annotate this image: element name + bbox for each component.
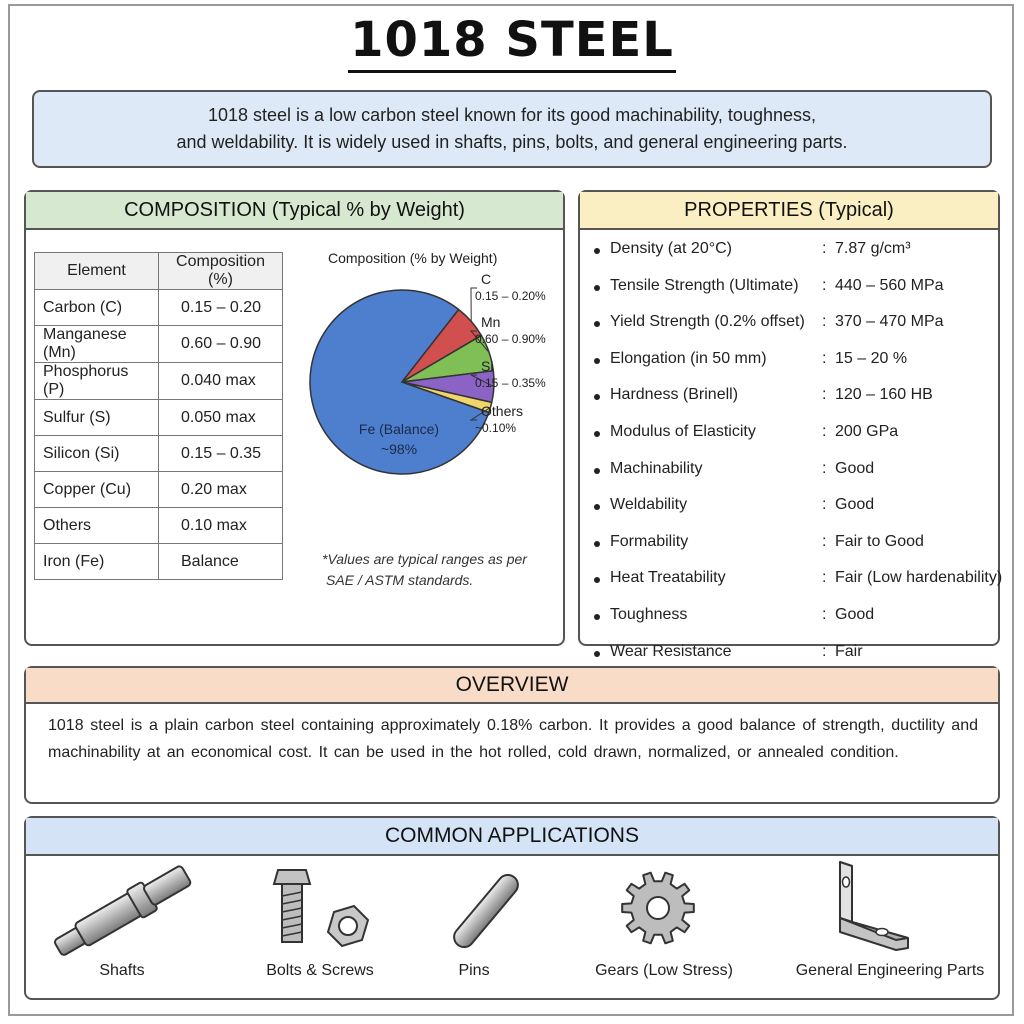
pie-value-label-fe: ~98% bbox=[380, 441, 418, 457]
intro-line-2: and weldability. It is widely used in shafts, pins, bolts, and general engineering parts. bbox=[176, 132, 848, 152]
pie-value-label-si: 0.15 – 0.35% bbox=[475, 376, 546, 390]
property-separator: : bbox=[822, 313, 827, 331]
page-title: 1018 STEEL bbox=[0, 12, 1024, 68]
element-cell: Carbon (C) bbox=[35, 290, 159, 326]
property-item bbox=[590, 238, 990, 275]
pie-label-fe: Fe (Balance) bbox=[358, 421, 440, 437]
property-separator: : bbox=[822, 532, 827, 550]
value-cell: 0.15 – 0.35 bbox=[159, 436, 283, 472]
bracket-icon bbox=[830, 858, 930, 954]
bullet-icon bbox=[594, 358, 600, 364]
bullet-icon bbox=[594, 541, 600, 547]
element-cell: Iron (Fe) bbox=[35, 544, 159, 580]
properties-panel bbox=[578, 190, 1003, 660]
column-header-element: Element bbox=[35, 253, 159, 290]
property-separator: : bbox=[822, 349, 827, 367]
property-item bbox=[590, 421, 990, 458]
composition-note bbox=[322, 549, 552, 591]
application-item-gears bbox=[586, 866, 746, 996]
value-cell: 0.050 max bbox=[159, 400, 283, 436]
column-header-composition: Composition (%) bbox=[159, 253, 283, 290]
property-name: Hardness (Brinell) bbox=[610, 386, 739, 404]
property-item bbox=[590, 311, 990, 348]
property-separator: : bbox=[822, 605, 827, 623]
property-value: 7.87 g/cm³ bbox=[835, 240, 911, 257]
property-separator: : bbox=[822, 642, 827, 660]
table-row bbox=[35, 472, 283, 508]
application-label: Gears (Low Stress) bbox=[595, 962, 733, 979]
element-cell: Manganese (Mn) bbox=[35, 326, 159, 363]
element-cell: Others bbox=[35, 508, 159, 544]
intro-line-1: 1018 steel is a low carbon steel known for its good machinability, toughness, bbox=[207, 105, 816, 125]
property-name: Toughness bbox=[610, 605, 688, 623]
applications-panel bbox=[24, 816, 1000, 1000]
element-cell: Copper (Cu) bbox=[35, 472, 159, 508]
property-item bbox=[590, 494, 990, 531]
property-name: Modulus of Elasticity bbox=[610, 422, 756, 440]
value-cell: 0.15 – 0.20 bbox=[159, 290, 283, 326]
element-cell: Sulfur (S) bbox=[35, 400, 159, 436]
property-item bbox=[590, 531, 990, 568]
table-row bbox=[35, 508, 283, 544]
table-row bbox=[35, 290, 283, 326]
shaft-icon bbox=[48, 866, 198, 956]
property-value: 200 GPa bbox=[835, 422, 899, 440]
note-line-1: *Values are typical ranges as per bbox=[322, 551, 527, 567]
composition-panel bbox=[24, 190, 565, 646]
property-value: 15 – 20 % bbox=[835, 349, 908, 367]
property-value: Good bbox=[835, 459, 875, 477]
table-row bbox=[35, 326, 283, 363]
property-separator: : bbox=[822, 459, 827, 477]
bullet-icon bbox=[594, 394, 600, 400]
property-separator: : bbox=[822, 276, 827, 294]
property-separator: : bbox=[822, 386, 827, 404]
bullet-icon bbox=[594, 614, 600, 620]
property-item bbox=[590, 567, 1003, 604]
property-value: Good bbox=[835, 496, 875, 514]
property-item bbox=[590, 604, 990, 641]
table-row bbox=[35, 400, 283, 436]
pie-value-label-c: 0.15 – 0.20% bbox=[475, 289, 546, 303]
pie-value-label-mn: 0.60 – 0.90% bbox=[475, 332, 546, 346]
pie-value-label-others: ~0.10% bbox=[475, 421, 517, 435]
table-header-row bbox=[35, 253, 283, 290]
bullet-icon bbox=[594, 504, 600, 510]
property-value: Good bbox=[835, 605, 875, 623]
pin-icon bbox=[436, 866, 536, 956]
composition-heading: COMPOSITION (Typical % by Weight) bbox=[26, 192, 563, 230]
gear-icon bbox=[618, 866, 698, 950]
property-value: 120 – 160 HB bbox=[835, 386, 933, 404]
note-line-2: SAE / ASTM standards. bbox=[326, 572, 474, 588]
application-label: Bolts & Screws bbox=[266, 962, 374, 979]
bullet-icon bbox=[594, 468, 600, 474]
property-item bbox=[590, 348, 990, 385]
property-name: Formability bbox=[610, 532, 689, 550]
property-value: Fair to Good bbox=[835, 532, 924, 550]
value-cell: 0.20 max bbox=[159, 472, 283, 508]
overview-heading: OVERVIEW bbox=[26, 668, 998, 704]
property-separator: : bbox=[822, 569, 827, 587]
overview-text: 1018 steel is a plain carbon steel containing approximately 0.18% carbon. It provides a good balance of strength, ductility and machinability at an economical cost. It can be used in the hot rolled, cold drawn, normalized, or annealed condition. bbox=[48, 717, 978, 761]
value-cell: 0.10 max bbox=[159, 508, 283, 544]
property-name: Yield Strength (0.2% offset) bbox=[610, 313, 805, 331]
property-value: Fair (Low hardenability) bbox=[835, 569, 1003, 587]
property-separator: : bbox=[822, 422, 827, 440]
property-item bbox=[590, 384, 990, 421]
application-label: Pins bbox=[458, 962, 490, 979]
bullet-icon bbox=[594, 285, 600, 291]
gear-hole bbox=[647, 897, 669, 919]
composition-table bbox=[34, 252, 283, 580]
pie-chart bbox=[284, 244, 564, 524]
table-row bbox=[35, 544, 283, 580]
properties-heading: PROPERTIES (Typical) bbox=[580, 192, 998, 230]
property-name: Machinability bbox=[610, 459, 703, 477]
property-separator: : bbox=[822, 240, 827, 257]
applications-heading: COMMON APPLICATIONS bbox=[26, 818, 998, 856]
properties-list bbox=[590, 238, 1003, 677]
element-cell: Phosphorus (P) bbox=[35, 363, 159, 400]
table-row bbox=[35, 436, 283, 472]
value-cell: Balance bbox=[159, 544, 283, 580]
property-name: Density (at 20°C) bbox=[610, 240, 732, 257]
bullet-icon bbox=[594, 321, 600, 327]
overview-panel bbox=[24, 666, 1000, 804]
property-separator: : bbox=[822, 496, 827, 514]
property-name: Weldability bbox=[610, 496, 688, 514]
property-item bbox=[590, 275, 990, 312]
pie-label-mn: Mn bbox=[481, 314, 501, 330]
application-item-general-parts bbox=[790, 858, 985, 998]
property-value: 370 – 470 MPa bbox=[835, 313, 944, 331]
pie-label-si: Si bbox=[481, 358, 494, 374]
application-label: General Engineering Parts bbox=[795, 962, 985, 979]
application-label: Shafts bbox=[99, 962, 145, 979]
bolt-nut-icon bbox=[268, 866, 378, 956]
property-item bbox=[590, 458, 990, 495]
bullet-icon bbox=[594, 577, 600, 583]
value-cell: 0.60 – 0.90 bbox=[159, 326, 283, 363]
property-name: Elongation (in 50 mm) bbox=[610, 349, 767, 367]
bullet-icon bbox=[594, 651, 600, 657]
application-item-shafts bbox=[42, 866, 202, 996]
intro-box bbox=[32, 90, 992, 168]
pie-label-c: C bbox=[481, 271, 492, 287]
table-row bbox=[35, 363, 283, 400]
pie-label-others: Others bbox=[481, 403, 524, 419]
property-name: Wear Resistance bbox=[610, 642, 732, 660]
element-cell: Silicon (Si) bbox=[35, 436, 159, 472]
pie-chart-title: Composition (% by Weight) bbox=[328, 250, 498, 266]
bullet-icon bbox=[594, 431, 600, 437]
property-value: Fair bbox=[835, 642, 863, 660]
property-name: Tensile Strength (Ultimate) bbox=[610, 276, 799, 294]
bullet-icon bbox=[594, 248, 600, 254]
property-name: Heat Treatability bbox=[610, 569, 726, 587]
property-value: 440 – 560 MPa bbox=[835, 276, 944, 294]
value-cell: 0.040 max bbox=[159, 363, 283, 400]
pie-chart-svg bbox=[284, 244, 564, 524]
